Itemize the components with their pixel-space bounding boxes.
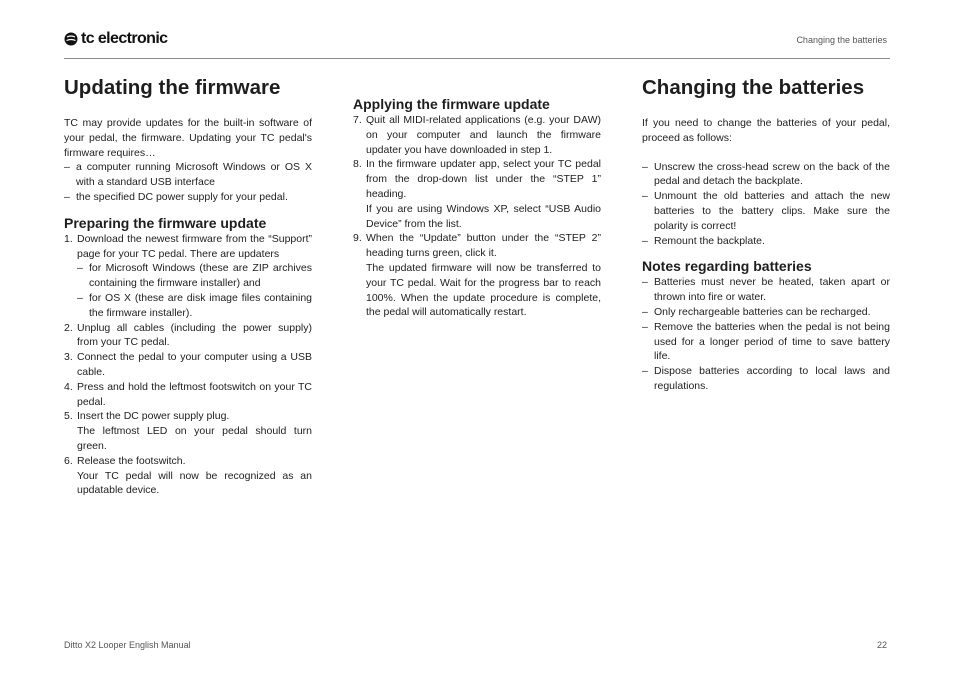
requirements-list — [64, 160, 312, 204]
step-number: 2. — [64, 321, 73, 334]
heading-applying-update: Applying the firmware update — [353, 96, 550, 112]
step-text: Unplug all cables (including the power supply) from your TC pedal. — [77, 321, 312, 349]
list-item: – Batteries must never be heated, taken apart or thrown into fire or water. — [642, 275, 890, 305]
list-item: – Unscrew the cross-head screw on the back of the pedal and detach the backplate. — [642, 160, 890, 190]
heading-notes-batteries: Notes regarding batteries — [642, 258, 812, 275]
battery-notes-list — [642, 275, 890, 393]
column-changing-batteries — [642, 76, 890, 394]
list-item: – Dispose batteries according to local laws and regulations. — [642, 364, 890, 394]
list-item: – Only rechargeable batteries can be recharged. — [642, 305, 890, 320]
list-item: – Remove the batteries when the pedal is not being used for a longer period of time to save battery life. — [642, 320, 890, 364]
apply-steps-list — [353, 113, 601, 320]
prep-steps-list — [64, 232, 312, 498]
list-item — [64, 454, 312, 469]
list-item — [64, 380, 312, 410]
step-note: Your TC pedal will now be recognized as an updatable device. — [77, 469, 312, 497]
list-item — [353, 157, 601, 201]
logo-text: tc electronic — [81, 30, 168, 47]
header-divider — [64, 58, 890, 59]
list-item — [64, 321, 312, 351]
step-note: The updated firmware will now be transferred to your TC pedal. Wait for the progress bar to reach 100%. When the update procedure is complete, the pedal will automatically restart. — [366, 261, 601, 319]
step-number: 3. — [64, 351, 73, 364]
list-item: – for OS X (these are disk image files containing the firmware installer). — [64, 291, 312, 321]
step-number: 8. — [353, 158, 362, 171]
battery-steps-list — [642, 160, 890, 249]
manual-title: Ditto X2 Looper English Manual — [64, 640, 191, 650]
running-header: Changing the batteries — [796, 35, 887, 45]
globe-icon — [64, 32, 78, 46]
heading-preparing-update: Preparing the firmware update — [64, 214, 267, 231]
column-updating-firmware — [64, 76, 312, 498]
list-item — [353, 113, 601, 157]
batteries-intro: If you need to change the batteries of your pedal, proceed as follows: — [642, 117, 890, 144]
heading-changing-batteries: Changing the batteries — [642, 76, 865, 99]
step-number: 4. — [64, 380, 73, 393]
step-text: Connect the pedal to your computer using a USB cable. — [77, 351, 312, 378]
list-item: – the specified DC power supply for your pedal. — [64, 190, 312, 205]
brand-logo — [64, 30, 167, 48]
step-number: 6. — [64, 454, 73, 467]
column-applying-update — [353, 96, 601, 320]
list-item: – a computer running Microsoft Windows or OS X with a standard USB interface — [64, 160, 312, 190]
step-text: Download the newest firmware from the “Support” page for your TC pedal. There are updaters — [77, 232, 312, 260]
step-text: In the firmware updater app, select your TC pedal from the drop-down list under the “STEP 1” heading. — [366, 158, 601, 200]
firmware-intro: TC may provide updates for the built-in software of your pedal, the firmware. Updating your TC pedal's firmware requires… — [64, 117, 312, 159]
step-text: Insert the DC power supply plug. — [77, 410, 230, 423]
page-number: 22 — [876, 640, 887, 650]
list-item: – Unmount the old batteries and attach the new batteries to the battery clips. Make sure the polarity is correct! — [642, 189, 890, 233]
step-number: 7. — [353, 114, 362, 126]
step-number: 9. — [353, 232, 362, 245]
step-note: If you are using Windows XP, select “USB Audio Device” from the list. — [366, 202, 601, 230]
step-text: Press and hold the leftmost footswitch on your TC pedal. — [77, 380, 312, 408]
step-number: 5. — [64, 410, 73, 423]
list-item — [64, 409, 312, 424]
step-note: The leftmost LED on your pedal should turn green. — [77, 425, 312, 452]
step-text: When the “Update” button under the “STEP 2” heading turns green, click it. — [366, 232, 601, 260]
list-item — [64, 232, 312, 262]
step-number: 1. — [64, 232, 73, 245]
step-text: Quit all MIDI-related applications (e.g. your DAW) on your computer and launch the firmware updater you have downloaded in step 1. — [366, 114, 601, 156]
list-item — [64, 350, 312, 380]
heading-updating-firmware: Updating the firmware — [64, 76, 281, 99]
list-item: – for Microsoft Windows (these are ZIP archives containing the firmware installer) and — [64, 261, 312, 291]
list-item: – Remount the backplate. — [642, 234, 890, 249]
list-item — [353, 231, 601, 261]
step-text: Release the footswitch. — [77, 454, 186, 467]
